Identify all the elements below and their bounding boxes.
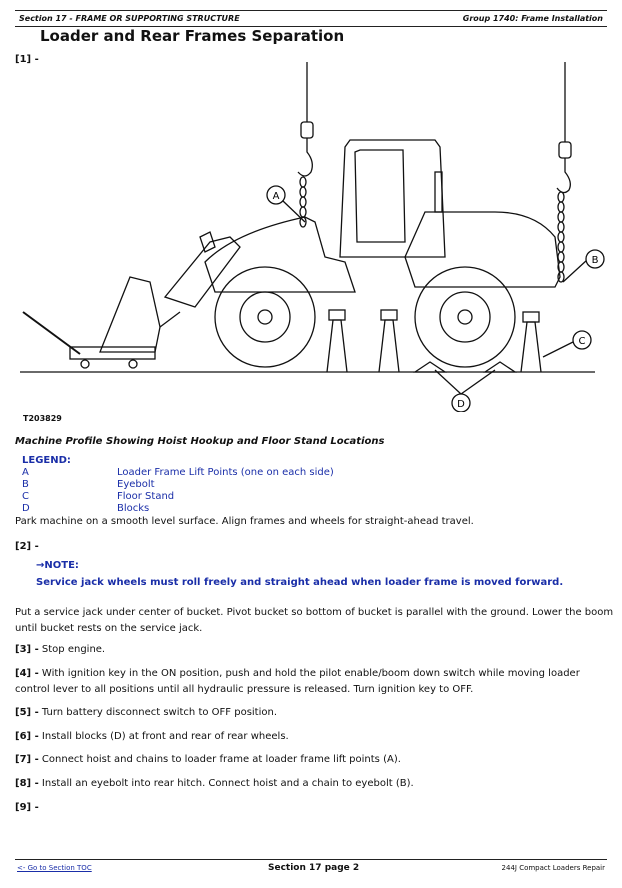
leader-d2 xyxy=(461,370,495,394)
cab-window xyxy=(355,150,405,242)
header-section: Section 17 - FRAME OR SUPPORTING STRUCTURE xyxy=(19,14,240,23)
legend-key-b: B xyxy=(22,479,29,490)
footer-divider xyxy=(15,859,607,860)
rear-hook-block xyxy=(559,142,571,158)
loader-diagram xyxy=(15,62,605,412)
legend-text-c: Floor Stand xyxy=(117,491,175,502)
callout-c-label: C xyxy=(578,336,586,347)
rear-wheel-outer xyxy=(415,267,515,367)
floor-stand-front-1 xyxy=(327,310,347,372)
legend-title: LEGEND: xyxy=(22,455,71,466)
page-title: Loader and Rear Frames Separation xyxy=(40,27,345,45)
header-group: Group 1740: Frame Installation xyxy=(462,14,603,23)
step-5: [5] - Turn battery disconnect switch to OFF position. xyxy=(15,707,278,718)
note-title: →NOTE: xyxy=(36,560,79,571)
block-front xyxy=(415,362,445,372)
step-7: [7] - Connect hoist and chains to loader frame at loader frame lift points (A). xyxy=(15,754,401,765)
bucket xyxy=(100,277,160,352)
leader-b xyxy=(563,260,587,282)
toc-link[interactable]: <- Go to Section TOC xyxy=(17,864,92,872)
rear-hook xyxy=(557,158,570,193)
jack-body xyxy=(70,347,155,359)
legend-text-a: Loader Frame Lift Points (one on each side) xyxy=(117,467,334,478)
figure-caption: Machine Profile Showing Hoist Hookup and Floor Stand Locations xyxy=(15,436,385,447)
front-frame xyxy=(205,217,355,292)
front-wheel-hub xyxy=(258,310,272,324)
step-1-text: Park machine on a smooth level surface. Align frames and wheels for straight-ahead travel. xyxy=(15,516,474,527)
step-3: [3] - Stop engine. xyxy=(15,644,106,655)
legend-text-b: Eyebolt xyxy=(117,479,155,490)
floor-stand-front-2 xyxy=(379,310,399,372)
rear-wheel-hub xyxy=(458,310,472,324)
leader-c xyxy=(543,342,573,357)
front-wheel-rim xyxy=(240,292,290,342)
page-header xyxy=(15,10,607,27)
block-rear xyxy=(485,362,515,372)
step-1-label: [1] - xyxy=(15,54,39,65)
rear-wheel-rim xyxy=(440,292,490,342)
boom-arm xyxy=(165,237,240,307)
leader-d1 xyxy=(435,370,461,394)
bucket-link xyxy=(160,312,180,327)
legend-key-a: A xyxy=(22,467,29,478)
jack-wheel-front xyxy=(81,360,89,368)
callout-a-label: A xyxy=(272,191,280,202)
engine-hood xyxy=(405,212,560,287)
floor-stand-rear xyxy=(521,312,541,372)
figure-id: T203829 xyxy=(23,414,62,423)
legend-key-c: C xyxy=(22,491,29,502)
legend-key-d: D xyxy=(22,503,30,514)
step-8: [8] - Install an eyebolt into rear hitch. Connect hoist and a chain to eyebolt (B). xyxy=(15,778,414,789)
step-2: [2] - xyxy=(15,541,39,552)
jack-wheel-rear xyxy=(129,360,137,368)
page-number: Section 17 page 2 xyxy=(268,863,360,873)
front-hook xyxy=(298,138,312,176)
front-wheel-outer xyxy=(215,267,315,367)
callout-d-label: D xyxy=(457,399,465,410)
callout-b-label: B xyxy=(591,255,599,266)
step-9: [9] - xyxy=(15,802,39,813)
note-body: Service jack wheels must roll freely and straight ahead when loader frame is moved forward. xyxy=(36,577,564,588)
step-2-text: Put a service jack under center of bucket. Pivot bucket so bottom of bucket is parallel with the ground. Lower the boom until bucket rests on the service jack. xyxy=(15,607,614,634)
step-4: [4] - With ignition key in the ON position, push and hold the pilot enable/boom down switch while moving loader control lever to all positions until all hydraulic pressure is released. Turn ignition key to OFF. xyxy=(15,668,580,695)
front-hook-block xyxy=(301,122,313,138)
step-6: [6] - Install blocks (D) at front and rear of rear wheels. xyxy=(15,731,289,742)
legend-text-d: Blocks xyxy=(117,503,150,514)
book-title: 244J Compact Loaders Repair xyxy=(501,864,605,872)
tilt-linkage xyxy=(200,232,215,252)
jack-handle xyxy=(23,312,80,354)
